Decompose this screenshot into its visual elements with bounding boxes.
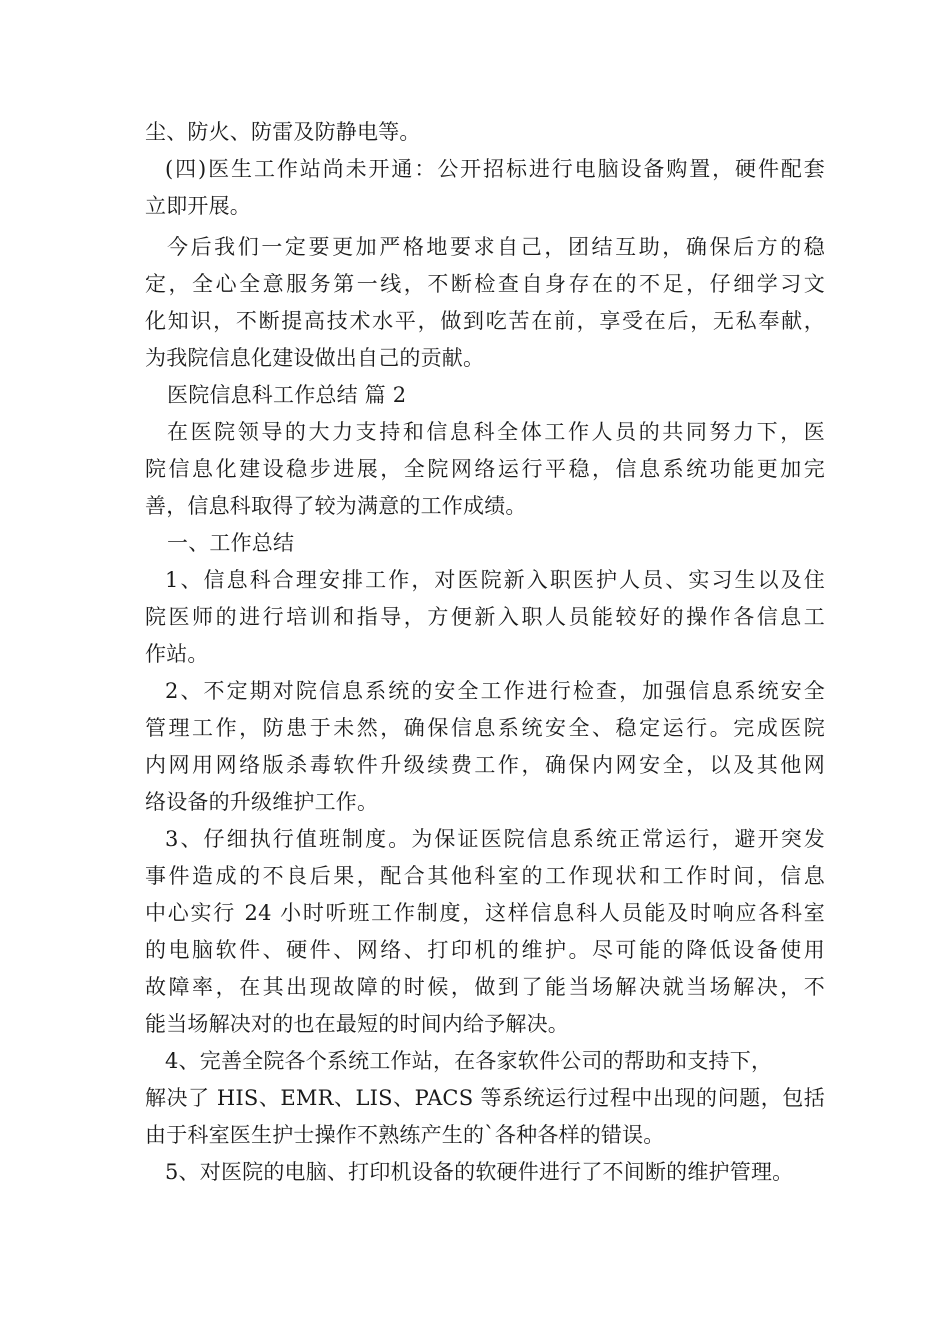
text-line: 院医师的进行培训和指导，方便新入职人员能较好的操作各信息工	[145, 605, 825, 629]
text-line: 1、信息科合理安排工作，对医院新入职医护人员、实习生以及住	[165, 568, 825, 592]
text-line: 2、不定期对院信息系统的安全工作进行检查，加强信息系统安全	[165, 679, 825, 703]
text-line: 4、完善全院各个系统工作站，在各家软件公司的帮助和支持下，	[165, 1049, 773, 1073]
text-line: 作站。	[145, 642, 209, 666]
text-line: 故障率，在其出现故障的时候，做到了能当场解决就当场解决，不	[145, 975, 825, 999]
text-line: 为我院信息化建设做出自己的贡献。	[145, 346, 485, 370]
text-line: 立即开展。	[145, 194, 251, 218]
text-line: 络设备的升级维护工作。	[145, 790, 379, 814]
text-line: 中心实行 24 小时听班工作制度，这样信息科人员能及时响应各科室	[145, 901, 825, 925]
text-line: 事件造成的不良后果，配合其他科室的工作现状和工作时间，信息	[145, 864, 825, 888]
section-heading: 医院信息科工作总结 篇 2	[167, 383, 407, 407]
document-body	[145, 114, 825, 1191]
text-line: 善，信息科取得了较为满意的工作成绩。	[145, 494, 527, 518]
text-line: 解决了 HIS、EMR、LIS、PACS 等系统运行过程中出现的问题，包括	[145, 1086, 825, 1110]
text-line: 化知识，不断提高技术水平，做到吃苦在前，享受在后，无私奉献，	[145, 309, 825, 333]
subsection-heading: 一、工作总结	[167, 531, 295, 555]
text-line: 在医院领导的大力支持和信息科全体工作人员的共同努力下，医	[167, 420, 825, 444]
text-line: 能当场解决对的也在最短的时间内给予解决。	[145, 1012, 569, 1036]
text-line: 内网用网络版杀毒软件升级续费工作，确保内网安全，以及其他网	[145, 753, 825, 777]
text-line: 由于科室医生护士操作不熟练产生的`各种各样的错误。	[145, 1123, 665, 1147]
text-line: (四)医生工作站尚未开通：公开招标进行电脑设备购置，硬件配套	[165, 157, 825, 181]
text-line: 院信息化建设稳步进展，全院网络运行平稳，信息系统功能更加完	[145, 457, 825, 481]
text-line: 今后我们一定要更加严格地要求自己，团结互助，确保后方的稳	[167, 235, 825, 259]
text-line: 尘、防火、防雷及防静电等。	[145, 120, 421, 144]
text-line: 3、仔细执行值班制度。为保证医院信息系统正常运行，避开突发	[165, 827, 825, 851]
text-line: 的电脑软件、硬件、网络、打印机的维护。尽可能的降低设备使用	[145, 938, 825, 962]
text-line: 定，全心全意服务第一线，不断检查自身存在的不足，仔细学习文	[145, 272, 825, 296]
text-line: 5、对医院的电脑、打印机设备的软硬件进行了不间断的维护管理。	[165, 1160, 794, 1184]
text-line: 管理工作，防患于未然，确保信息系统安全、稳定运行。完成医院	[145, 716, 825, 740]
